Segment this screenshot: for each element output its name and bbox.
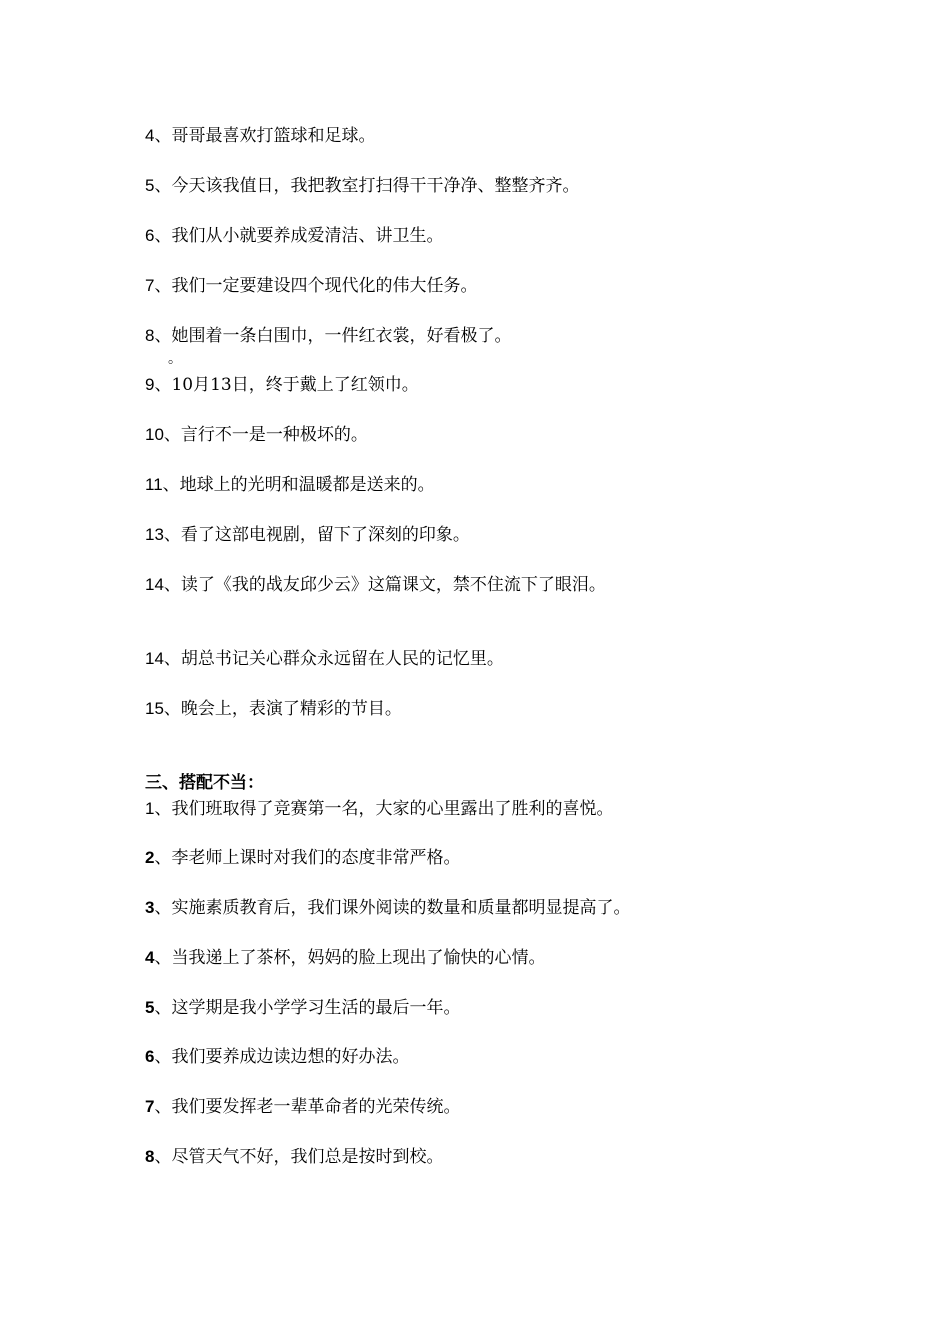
item-number: 10: [145, 425, 164, 444]
item-text: 、尽管天气不好，我们总是按时到校。: [154, 1147, 444, 1167]
list-item: [145, 847, 460, 869]
item-number: 7: [145, 1097, 155, 1116]
item-text: 、10月13日，终于戴上了红领巾。: [154, 375, 419, 395]
item-text: 、晚会上，表演了精彩的节目。: [163, 699, 402, 719]
list-item: [145, 374, 419, 396]
item-text: 、李老师上课时对我们的态度非常严格。: [154, 848, 461, 868]
item-number: 8: [145, 1147, 155, 1166]
item-number: 6: [145, 1047, 155, 1066]
list-item: [145, 1046, 409, 1068]
list-item: [145, 125, 375, 147]
item-text: 、实施素质教育后，我们课外阅读的数量和质量都明显提高了。: [154, 898, 631, 918]
item-text: 、这学期是我小学学习生活的最后一年。: [154, 998, 461, 1018]
list-item: [145, 424, 368, 446]
list-item: [145, 698, 402, 720]
item-number: 15: [145, 699, 164, 718]
item-text: 、当我递上了茶杯，妈妈的脸上现出了愉快的心情。: [154, 948, 546, 968]
item-text: 、地球上的光明和温暖都是送来的。: [162, 475, 435, 495]
item-text: 、我们一定要建设四个现代化的伟大任务。: [154, 276, 478, 296]
item-number: 1: [145, 799, 155, 818]
item-text: 、今天该我值日，我把教室打扫得干干净净、整整齐齐。: [154, 176, 580, 196]
item-number: 7: [145, 276, 155, 295]
item-number: 14: [145, 575, 164, 594]
item-text: 、我们要发挥老一辈革命者的光荣传统。: [154, 1097, 461, 1117]
list-item: [145, 997, 460, 1019]
list-item: [145, 1096, 460, 1118]
item-number: 8: [145, 326, 155, 345]
item-text: 、她围着一条白围巾，一件红衣裳，好看极了。: [154, 326, 512, 346]
item-number: 5: [145, 176, 155, 195]
list-item: [145, 175, 579, 197]
list-item: [145, 225, 443, 247]
item-text: 、读了《我的战友邱少云》这篇课文，禁不住流下了眼泪。: [163, 575, 606, 595]
list-item: [145, 798, 613, 820]
item-number: 14: [145, 649, 164, 668]
stray-punctuation: 。: [168, 351, 182, 367]
item-number: 4: [145, 948, 155, 967]
list-item: [145, 648, 504, 670]
item-number: 4: [145, 126, 155, 145]
list-item: [145, 275, 477, 297]
item-number: 13: [145, 525, 164, 544]
item-text: 、胡总书记关心群众永远留在人民的记忆里。: [163, 649, 504, 669]
section-heading: 三、搭配不当：: [145, 773, 264, 793]
item-text: 、言行不一是一种极坏的。: [163, 425, 368, 445]
item-number: 3: [145, 898, 155, 917]
list-item: [145, 574, 606, 596]
item-text: 、看了这部电视剧，留下了深刻的印象。: [163, 525, 470, 545]
list-item: [145, 897, 630, 919]
list-item: [145, 325, 511, 347]
item-number: 6: [145, 226, 155, 245]
item-text: 、我们从小就要养成爱清洁、讲卫生。: [154, 226, 444, 246]
list-item: [145, 474, 435, 496]
list-item: [145, 1146, 443, 1168]
item-number: 11: [145, 475, 163, 494]
item-number: 2: [145, 848, 155, 867]
item-text: 、哥哥最喜欢打篮球和足球。: [154, 126, 376, 146]
item-text: 、我们班取得了竞赛第一名，大家的心里露出了胜利的喜悦。: [154, 799, 614, 819]
list-item: [145, 524, 470, 546]
item-text: 、我们要养成边读边想的好办法。: [154, 1047, 410, 1067]
item-number: 9: [145, 375, 155, 394]
item-number: 5: [145, 998, 155, 1017]
list-item: [145, 947, 545, 969]
